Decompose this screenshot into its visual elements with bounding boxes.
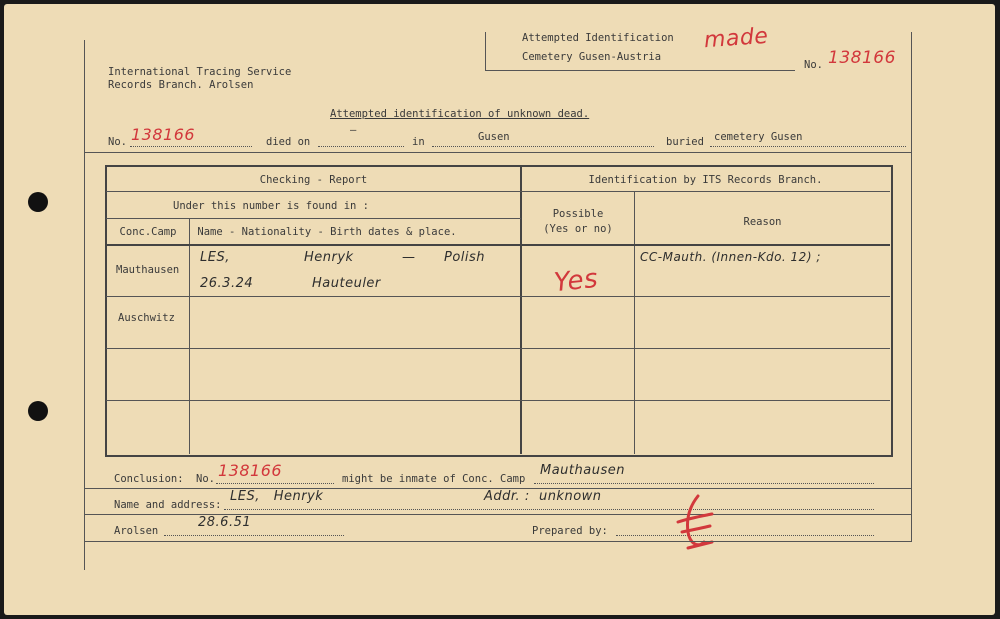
header-no-value: 138166 <box>828 48 896 68</box>
in-label: in <box>412 136 425 148</box>
conclusion-no-dots <box>216 483 334 484</box>
right-margin-line <box>911 32 912 542</box>
name-address-dots <box>224 509 874 510</box>
row1-birth-date: 26.3.24 <box>200 276 254 291</box>
title-rule <box>84 152 912 153</box>
table-row-line-4 <box>106 296 890 297</box>
conclusion-camp-dots <box>534 483 874 484</box>
made-stamp: made <box>703 23 770 54</box>
name-address-label: Name and address: <box>114 499 222 511</box>
death-no-value: 138166 <box>131 125 196 144</box>
conclusion-text: might be inmate of Conc. Camp <box>342 473 526 485</box>
row1-firstname: Henryk <box>304 250 354 265</box>
identification-header: Identification by ITS Records Branch. <box>588 174 823 186</box>
form-title: Attempted identification of unknown dead. <box>330 108 590 120</box>
row2-camp: Auschwitz <box>118 312 175 324</box>
left-margin-line <box>84 40 85 570</box>
col-name-header: Name - Nationality - Birth dates & place. <box>197 226 457 238</box>
table-row-line-5 <box>106 348 890 349</box>
table-row-line-6 <box>106 400 890 401</box>
footer-rule <box>84 541 912 542</box>
death-no-dots <box>130 146 252 147</box>
died-value: — <box>350 124 357 136</box>
row1-nationality: Polish <box>444 250 486 265</box>
footer-date-dots <box>164 535 344 536</box>
header-box-cemetery: Cemetery Gusen-Austria <box>522 51 662 63</box>
col-possible-header: Possible (Yes or no) <box>543 208 613 235</box>
table-divider-camp <box>189 219 190 454</box>
conclusion-label: Conclusion: <box>114 473 184 485</box>
name-value: LES, Henryk <box>230 489 324 504</box>
in-value: Gusen <box>478 131 510 143</box>
row1-camp: Mauthausen <box>116 264 180 276</box>
buried-label: buried <box>666 136 704 148</box>
row1-possible: Yes <box>552 263 600 299</box>
org-name: International Tracing Service <box>108 66 292 78</box>
conclusion-no-value: 138166 <box>218 461 283 480</box>
punch-hole-top <box>28 192 48 212</box>
conclusion-camp-value: Mauthausen <box>540 463 625 478</box>
prepared-label: Prepared by: <box>532 525 608 537</box>
record-card <box>4 4 995 615</box>
buried-value: cemetery Gusen <box>714 131 803 143</box>
conclusion-no-label: No. <box>196 473 215 485</box>
death-no-label: No. <box>108 136 127 148</box>
died-dots <box>318 146 404 147</box>
header-box-bottom <box>485 70 795 71</box>
table-divider-possible <box>634 191 635 454</box>
table-row-line-1 <box>106 191 890 192</box>
row1-surname: LES, <box>200 250 230 265</box>
checking-report-header: Checking - Report <box>259 174 368 186</box>
punch-hole-bottom <box>28 401 48 421</box>
col-reason-header: Reason <box>743 216 782 228</box>
died-label: died on <box>266 136 311 148</box>
row1-birth-place: Hauteuler <box>312 276 381 291</box>
found-in-subheader: Under this number is found in : <box>173 200 369 212</box>
address-value: Addr. : unknown <box>484 489 602 504</box>
header-no-label: No. <box>804 59 823 71</box>
prepared-dots <box>616 535 874 536</box>
col-camp-header: Conc.Camp <box>119 226 177 238</box>
row1-dash: — <box>402 250 416 265</box>
org-branch: Records Branch. Arolsen <box>108 79 254 91</box>
buried-dots <box>710 146 906 147</box>
footer-place: Arolsen <box>114 525 159 537</box>
signature <box>668 492 718 554</box>
table-row-line-2 <box>106 218 521 219</box>
header-box-title: Attempted Identification <box>522 32 674 44</box>
row1-reason: CC-Mauth. (Innen-Kdo. 12) ; <box>640 250 821 264</box>
footer-date: 28.6.51 <box>198 515 252 530</box>
table-row-line-3 <box>106 244 890 246</box>
in-dots <box>432 146 654 147</box>
header-box-left <box>485 32 486 70</box>
